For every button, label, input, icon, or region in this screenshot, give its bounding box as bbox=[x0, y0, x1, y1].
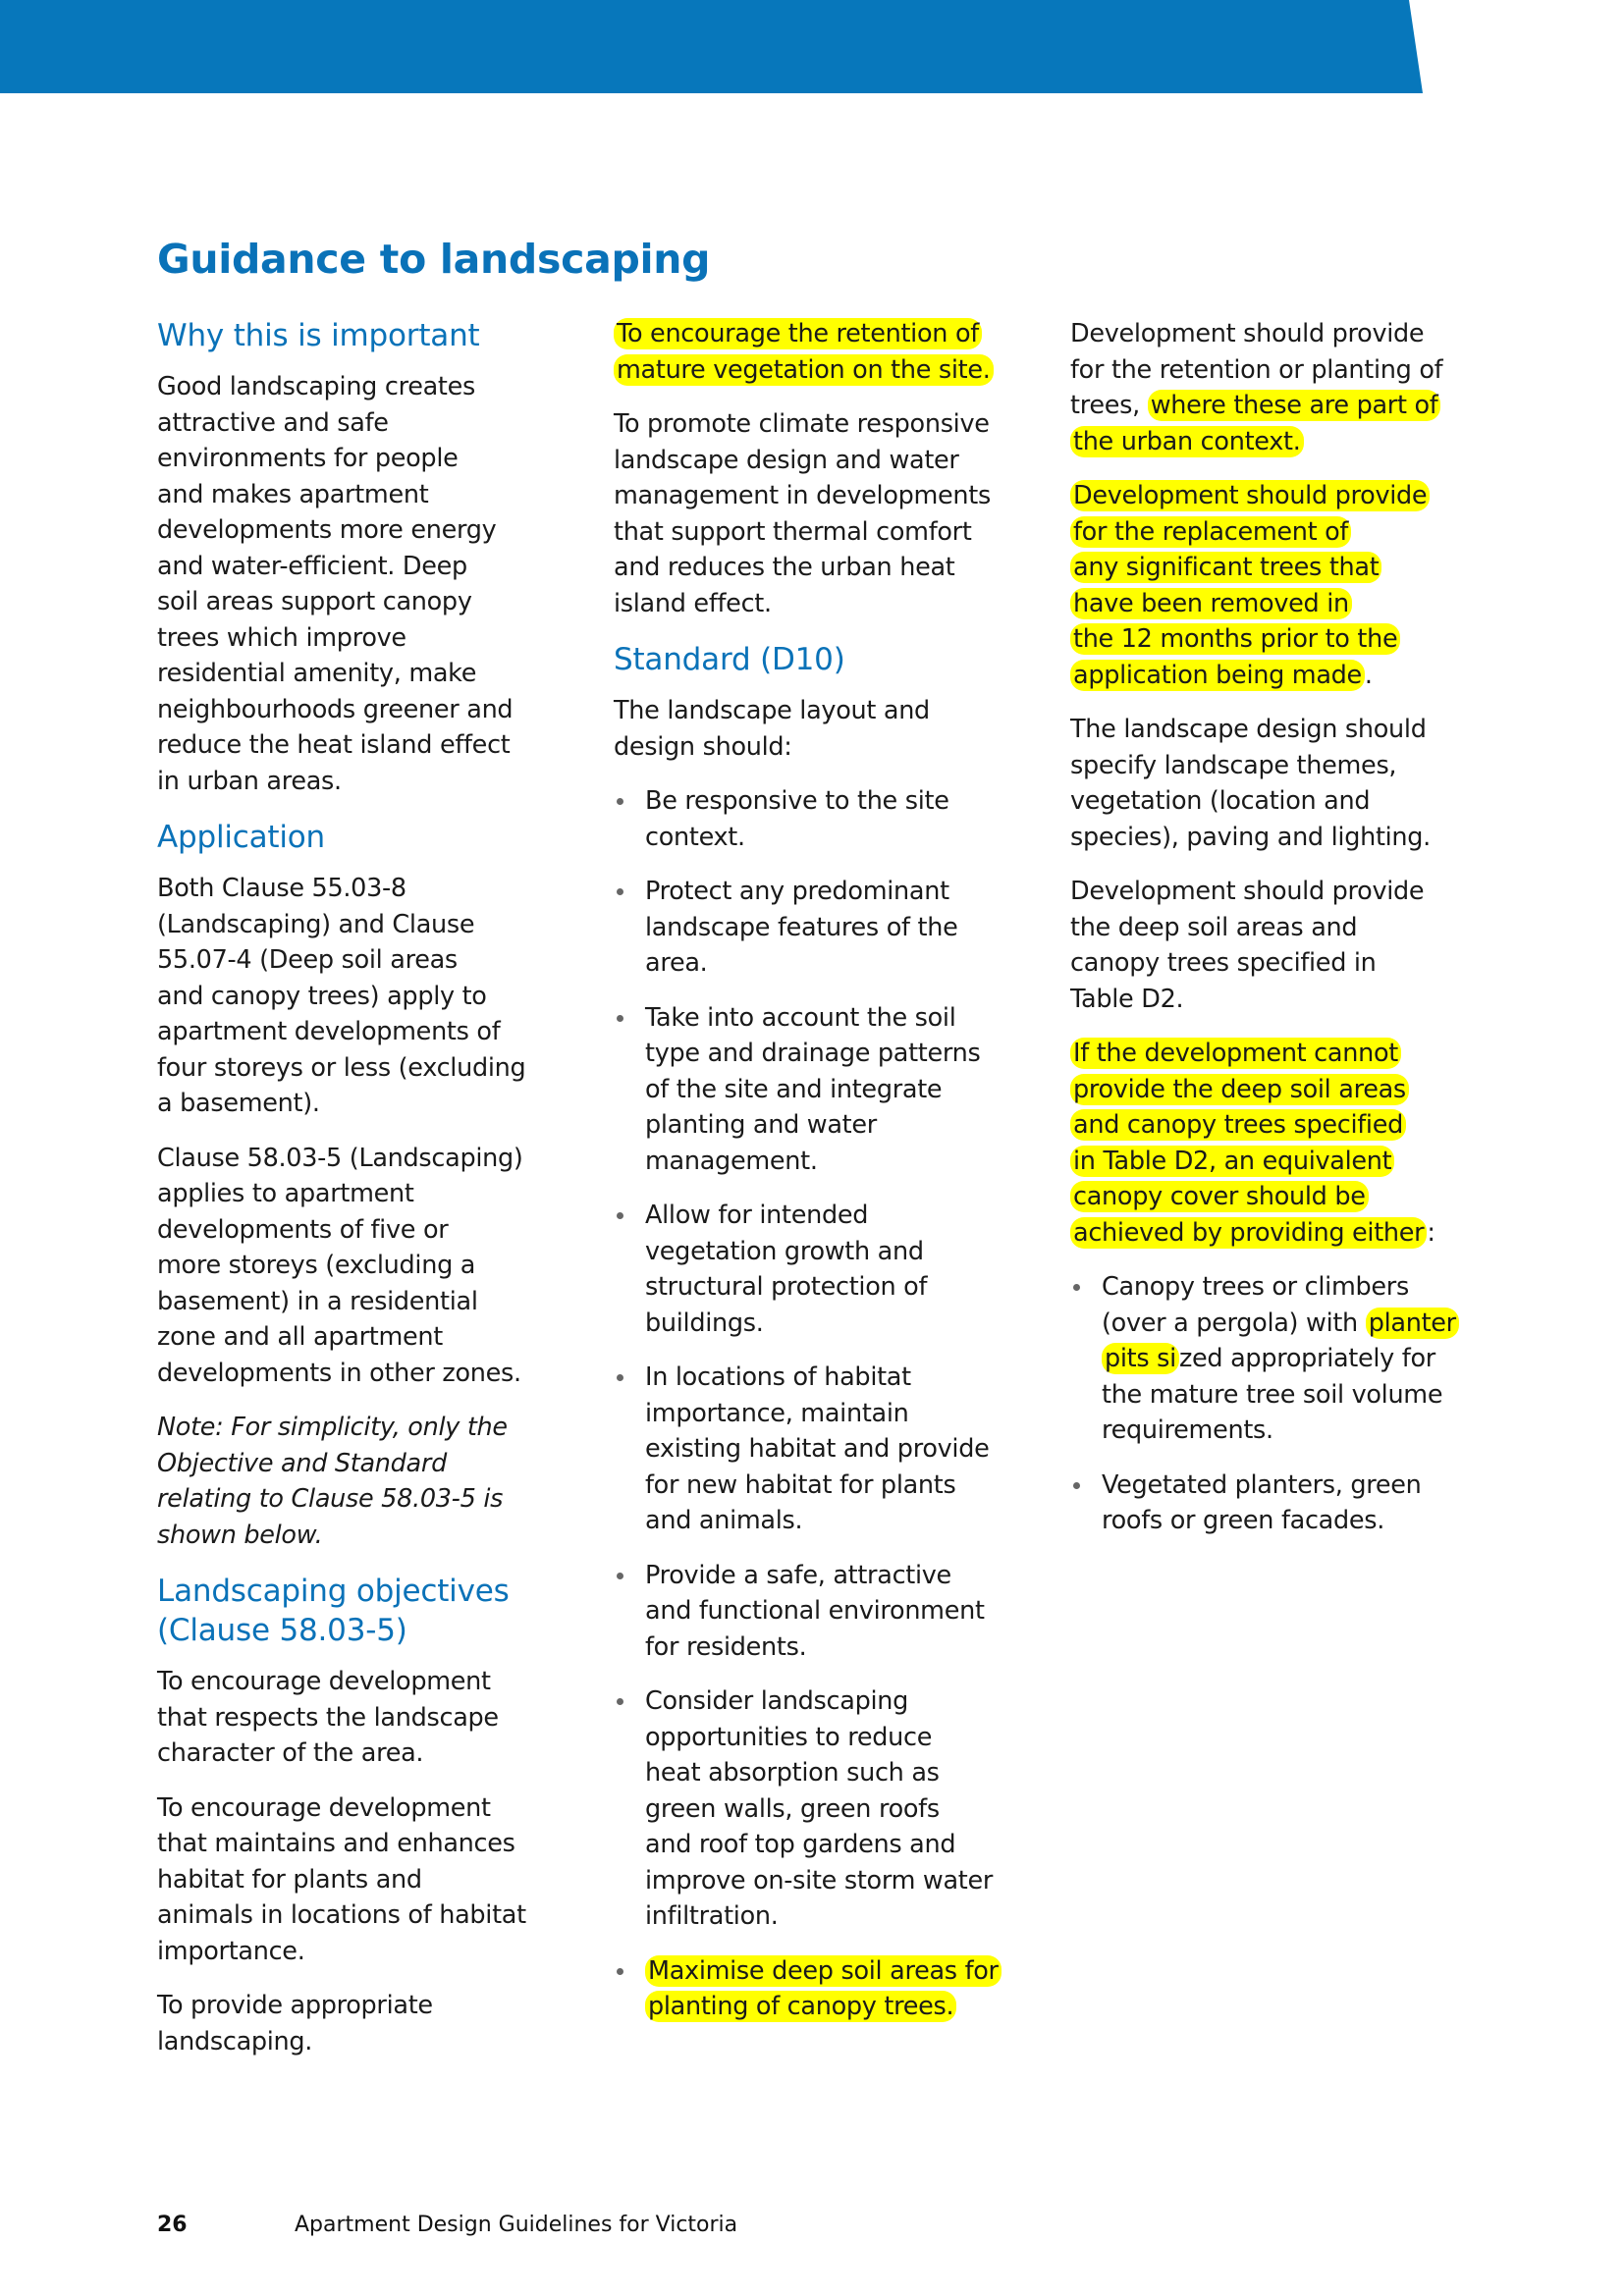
trees-text: Development should provide for the retention or planting of trees, bbox=[1070, 319, 1443, 420]
deep-soil-paragraph: Development should provide the deep soil areas and canopy trees specified in Table D2. bbox=[1070, 877, 1425, 1014]
page-number: 26 bbox=[157, 2213, 188, 2237]
highlight: where these are part of the urban context. bbox=[1070, 390, 1440, 457]
heading-why-important: Why this is important bbox=[157, 318, 480, 353]
page-title: Guidance to landscaping bbox=[157, 236, 711, 283]
bullet-icon bbox=[617, 1015, 623, 1022]
list-item bbox=[1070, 1269, 1492, 1449]
bullet-icon bbox=[1073, 1482, 1080, 1489]
list-item bbox=[1070, 1468, 1492, 1539]
replacement-end: . bbox=[1364, 660, 1373, 690]
list-item-text: zed appropriately for the mature tree soil volume requirements. bbox=[1102, 1344, 1443, 1445]
highlight: To encourage the retention of mature vegetation on the site. bbox=[614, 318, 994, 386]
bullet-icon bbox=[617, 1968, 623, 1975]
highlight: Maximise deep soil areas for planting of canopy trees. bbox=[645, 1955, 1001, 2023]
list-item-text: Take into account the soil type and drainage patterns of the site and integrate planting and water management. bbox=[645, 1002, 981, 1176]
equivalent-end: : bbox=[1427, 1217, 1435, 1248]
application-paragraph-2: Clause 58.03-5 (Landscaping) applies to apartment developments of five or more storeys (excluding a basement) in a residential zone and all apartment developments in other zones. bbox=[157, 1143, 523, 1388]
list-item-text: Protect any predominant landscape features of the area. bbox=[645, 877, 958, 978]
list-item-text: Consider landscaping opportunities to reduce heat absorption such as green walls, green roofs and roof top gardens and improve on-site storm water infiltration. bbox=[645, 1686, 994, 1931]
list-item-text: Be responsive to the site context. bbox=[645, 786, 949, 852]
objective-3: To provide appropriate landscaping. bbox=[157, 1991, 433, 2056]
objective-2: To encourage development that maintains and enhances habitat for plants and animals in locations of habitat importance. bbox=[157, 1792, 526, 1966]
application-note: Note: For simplicity, only the Objective and Standard relating to Clause 58.03-5 is shown below. bbox=[157, 1413, 508, 1550]
bullet-icon bbox=[617, 798, 623, 805]
trees-paragraph bbox=[1070, 316, 1492, 459]
column-middle bbox=[614, 316, 1036, 2044]
heading-landscaping-objectives: Landscaping objectives (Clause 58.03-5) bbox=[157, 1574, 510, 1648]
list-item bbox=[614, 874, 1036, 982]
heading-application: Application bbox=[157, 820, 326, 855]
highlight: If the development cannot provide the deep soil areas and canopy trees specified in Table D2, an equivalent canopy cover should be achieved by providing either bbox=[1070, 1038, 1427, 1249]
banner-shape bbox=[0, 0, 1423, 93]
bullet-icon bbox=[617, 888, 623, 895]
header-banner bbox=[0, 0, 1423, 93]
column-right bbox=[1070, 316, 1492, 1558]
canopy-bullet-list bbox=[1070, 1269, 1492, 1539]
standard-bullet-list bbox=[614, 783, 1036, 2025]
list-item-text: In locations of habitat importance, maintain existing habitat and provide for new habitat for plants and animals. bbox=[645, 1362, 990, 1535]
list-item bbox=[614, 1360, 1036, 1539]
list-item-text: Provide a safe, attractive and functional environment for residents. bbox=[645, 1560, 985, 1662]
list-item bbox=[614, 1558, 1036, 1666]
replacement-paragraph bbox=[1070, 478, 1492, 693]
list-item-text: Allow for intended vegetation growth and structural protection of buildings. bbox=[645, 1201, 928, 1338]
list-item bbox=[614, 1198, 1036, 1341]
list-item-highlighted bbox=[614, 1953, 1036, 2025]
heading-standard-d10: Standard (D10) bbox=[614, 642, 845, 677]
list-item bbox=[614, 1683, 1036, 1935]
objective-retention bbox=[614, 316, 1036, 388]
application-paragraph-1: Both Clause 55.03-8 (Landscaping) and Clause 55.07-4 (Deep soil areas and canopy trees) apply to apartment developments of four storeys or less (excluding a basement). bbox=[157, 874, 526, 1118]
objective-1: To encourage development that respects the landscape character of the area. bbox=[157, 1667, 499, 1768]
design-paragraph: The landscape design should specify landscape themes, vegetation (location and species), paving and lighting. bbox=[1070, 715, 1431, 852]
list-item bbox=[614, 1000, 1036, 1180]
highlight: planter pits si bbox=[1102, 1308, 1459, 1375]
standard-intro: The landscape layout and design should: bbox=[614, 696, 930, 762]
equivalent-paragraph bbox=[1070, 1036, 1492, 1251]
list-item bbox=[614, 783, 1036, 855]
list-item-text: Canopy trees or climbers (over a pergola) with bbox=[1102, 1272, 1409, 1338]
bullet-icon bbox=[617, 1212, 623, 1219]
bullet-icon bbox=[617, 1698, 623, 1705]
objective-climate: To promote climate responsive landscape design and water management in developments that support thermal comfort and reduces the urban heat island effect. bbox=[614, 409, 991, 618]
why-important-text: Good landscaping creates attractive and safe environments for people and makes apartment developments more energy and water-efficient. Deep soil areas support canopy trees which improve residential amenity, make neighbourhoods greener and reduce the heat island effect in urban areas. bbox=[157, 372, 514, 796]
list-item-text: Vegetated planters, green roofs or green facades. bbox=[1102, 1469, 1422, 1535]
bullet-icon bbox=[617, 1573, 623, 1579]
column-left bbox=[157, 316, 569, 2078]
bullet-icon bbox=[1073, 1284, 1080, 1291]
bullet-icon bbox=[617, 1374, 623, 1381]
highlight: Development should provide for the replacement of any significant trees that have been removed in the 12 months prior to the application being made bbox=[1070, 480, 1430, 691]
footer-document-title: Apartment Design Guidelines for Victoria bbox=[295, 2213, 738, 2237]
